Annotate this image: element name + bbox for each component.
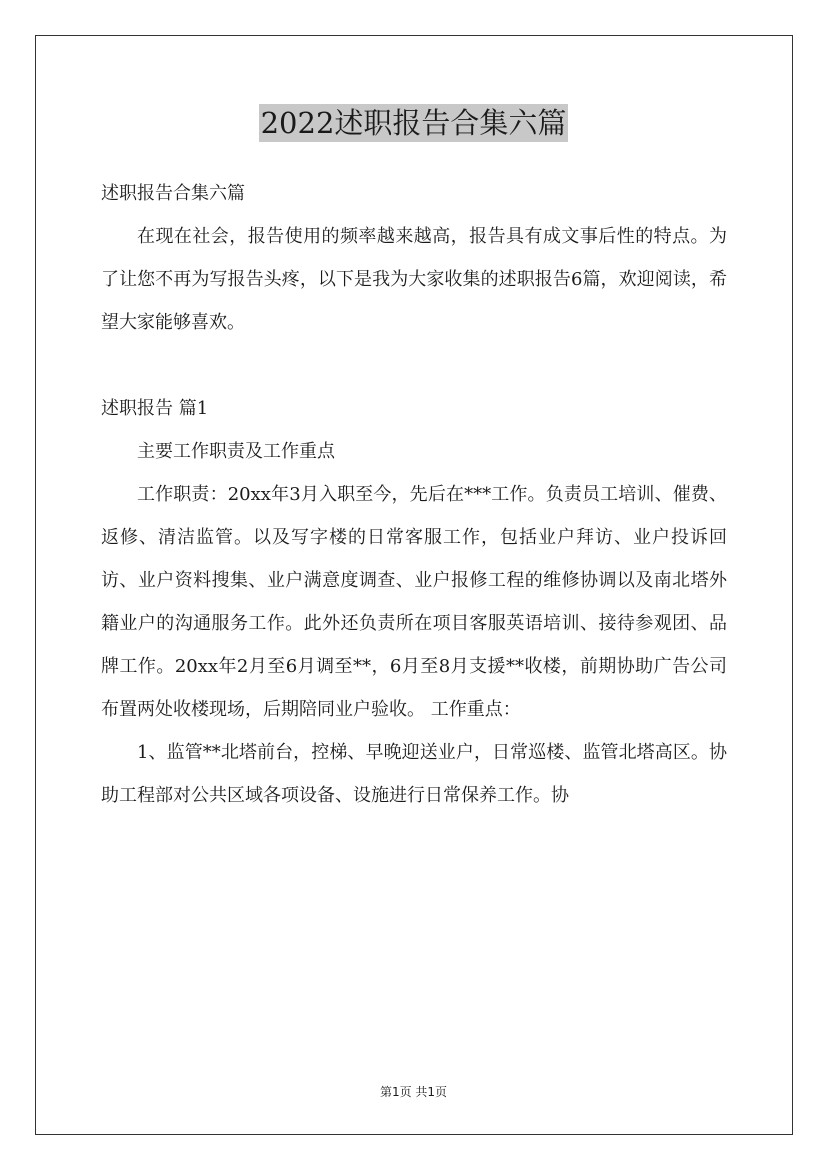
subtitle: 述职报告合集六篇	[101, 183, 245, 204]
paragraph-gap	[101, 344, 727, 387]
section-heading: 述职报告 篇1	[101, 398, 209, 419]
intro-paragraph: 在现在社会，报告使用的频率越来越高，报告具有成文事后性的特点。为了让您不再为写报告头疼，以下是我为大家收集的述职报告6篇，欢迎阅读，希望大家能够喜欢。	[101, 226, 727, 333]
item1-paragraph: 1、监管**北塔前台，控梯、早晚迎送业户，日常巡楼、监管北塔高区。协助工程部对公共区域各项设备、设施进行日常保养工作。协	[101, 742, 727, 806]
sub-heading: 主要工作职责及工作重点	[137, 441, 335, 462]
page-footer: 第1页 共1页	[379, 1085, 448, 1099]
title-container	[0, 104, 827, 142]
duties-paragraph: 工作职责：20xx年3月入职至今，先后在***工作。负责员工培训、催费、返修、清洁监管。以及写字楼的日常客服工作，包括业户拜访、业户投诉回访、业户资料搜集、业户满意度调查、业户报修工程的维修协调以及南北塔外籍业户的沟通服务工作。此外还负责所在项目客服英语培训、接待参观团、品牌工作。20xx年2月至6月调至**，6月至8月支援**收楼，前期协助广告公司布置两处收楼现场，后期陪同业户验收。 工作重点：	[101, 484, 727, 720]
document-title: 2022述职报告合集六篇	[260, 106, 567, 140]
document-body	[101, 172, 727, 817]
